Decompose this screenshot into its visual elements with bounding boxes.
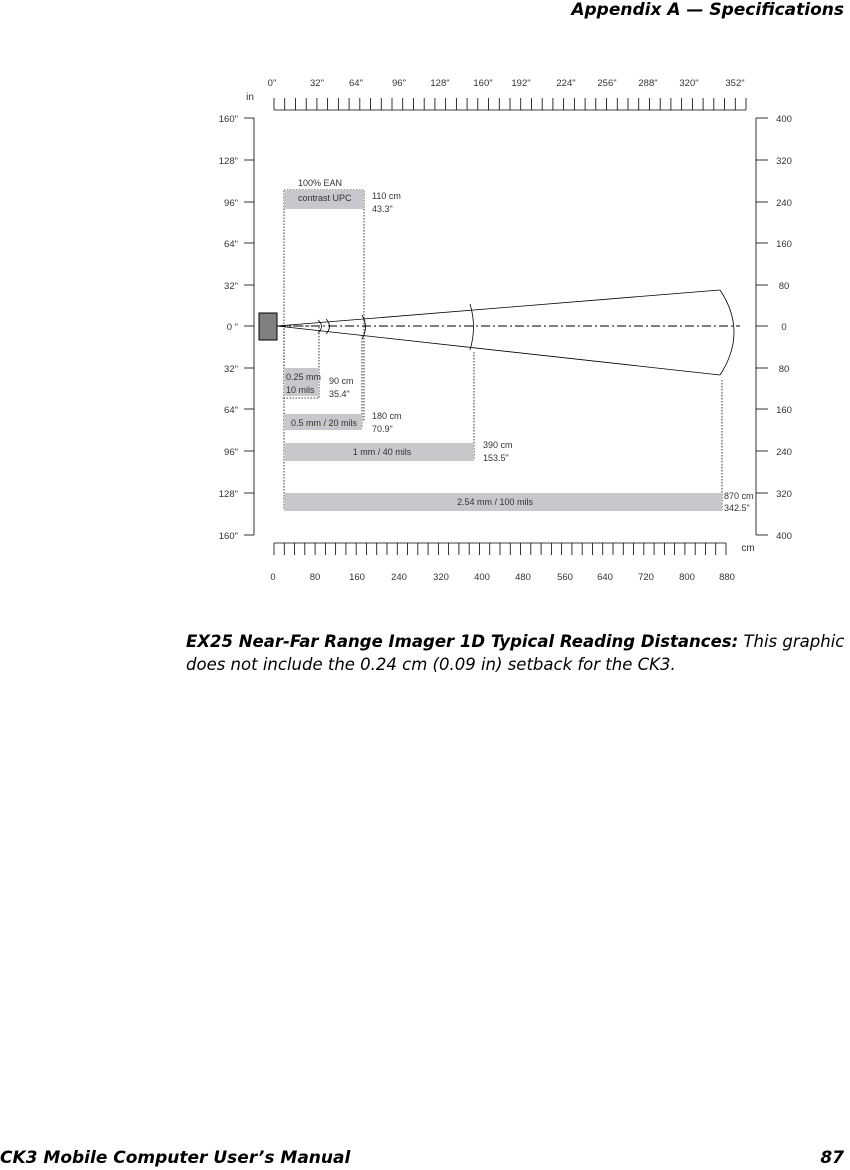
top-scale-label: 256" [597,78,617,89]
bottom-scale-label: 160 [349,572,365,583]
left-scale-label: 32" [224,364,238,375]
bottom-scale-label: 240 [391,572,407,583]
left-scale-label: 160" [218,531,238,542]
footer-page-number: 87 [820,1148,844,1168]
label-20mil: 0.5 mm / 20 mils [291,418,358,428]
right-scale-label: 400 [776,114,792,125]
left-scale-label: 32" [224,281,238,292]
imager-icon [259,313,277,340]
left-scale-label: 160" [218,114,238,125]
bottom-scale-label: 400 [474,572,490,583]
upc-distance-cm: 110 cm [372,191,401,201]
bottom-scale-label: 80 [309,572,321,583]
left-scale-label: 96" [224,447,238,458]
bottom-scale-label: 480 [515,572,531,583]
beam-lower-edge [277,326,720,375]
bottom-scale-label: 720 [638,572,654,583]
top-scale-label: 32" [310,78,324,89]
distance-20mil-cm: 180 cm [372,411,402,421]
left-scale-label: 128" [218,156,238,167]
left-scale-label: 128" [218,489,238,500]
caption-title: EX25 Near-Far Range Imager 1D Typical Reading Distances: [186,632,739,651]
upc-label-line1: 100% EAN [298,178,343,188]
right-scale-label: 400 [776,531,792,542]
left-scale-label: 64" [224,239,238,250]
beam-far-arc [720,290,734,375]
top-scale-label: 96" [392,78,406,89]
right-scale-label: 320 [776,156,792,167]
label-40mil: 1 mm / 40 mils [352,447,412,457]
distance-40mil-in: 153.5" [483,453,509,463]
bottom-scale-label: 0 [270,572,276,583]
right-scale-label: 80 [778,364,790,375]
right-scale-label: 160 [776,239,792,250]
right-scale-label: 240 [776,447,792,458]
right-scale-label: 160 [776,405,792,416]
bottom-unit-label: cm [741,543,755,554]
left-scale-label: 96" [224,198,238,209]
right-scale-label: 80 [778,281,790,292]
top-scale-label: 224" [556,78,576,89]
upc-distance-in: 43.3" [372,204,393,214]
bottom-scale-label: 320 [433,572,449,583]
distance-100mil-in: 342.5" [724,503,750,513]
distance-20mil-in: 70.9" [372,424,393,434]
caption-text: This graphic does not include the 0.24 cm (0.09 in) setback for the CK3. [186,632,845,674]
top-scale-label: 320" [679,78,699,89]
bottom-scale-label: 560 [557,572,573,583]
label-100mil: 2.54 mm / 100 mils [456,497,534,507]
bottom-scale-label: 640 [597,572,613,583]
page-header: Appendix A — Specifications [571,0,844,20]
distance-10mil-cm: 90 cm [329,376,354,386]
footer-manual-title: CK3 Mobile Computer User’s Manual [0,1148,351,1168]
top-scale-label: 128" [430,78,450,89]
left-scale-label: 0 " [226,322,238,333]
distance-10mil-in: 35.4" [329,389,350,399]
label-10mil-line1: 0.25 mm [286,372,322,382]
bottom-scale-label: 880 [719,572,735,583]
upc-label-line2: contrast UPC [298,193,352,203]
bottom-scale-label: 800 [679,572,695,583]
range-arc [470,304,474,350]
top-scale-label: 160" [473,78,493,89]
right-scale-label: 0 [781,322,787,333]
figure-caption [186,630,846,676]
top-scale-label: 352" [725,78,745,89]
left-scale-label: 64" [224,405,238,416]
distance-40mil-cm: 390 cm [483,440,513,450]
top-scale-label: 288" [638,78,658,89]
top-scale-label: 0" [267,78,277,89]
label-10mil-line2: 10 mils [286,385,315,395]
right-scale-label: 320 [776,489,792,500]
top-scale-label: 64" [349,78,363,89]
top-scale-label: 192" [511,78,531,89]
top-unit-label: in [246,92,254,103]
beam-upper-edge [277,290,720,326]
distance-100mil-cm: 870 cm [724,491,754,501]
right-scale-label: 240 [776,198,792,209]
